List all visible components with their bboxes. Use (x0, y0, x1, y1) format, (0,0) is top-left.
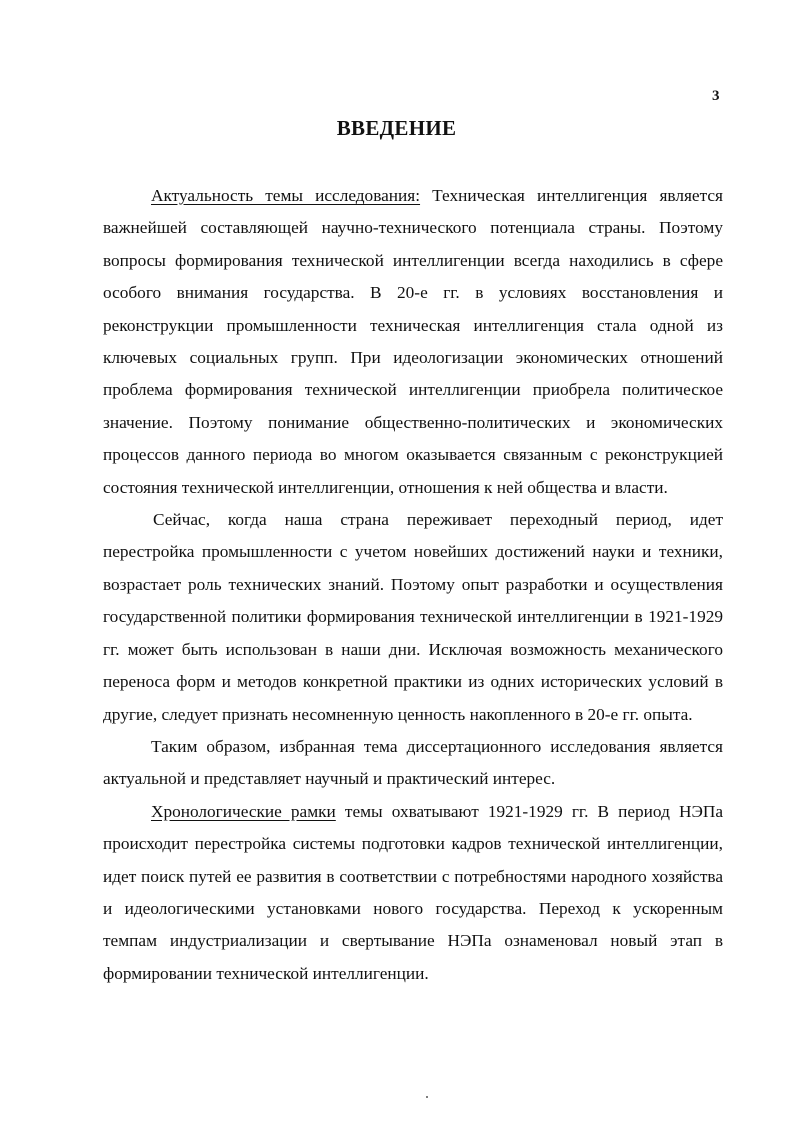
paragraph-chronology (103, 796, 723, 990)
page-number: 3 (712, 88, 720, 104)
paragraph-conclusion: Таким образом, избранная тема диссертационного исследования является актуальной и представляет научный и практический интерес. (103, 736, 723, 789)
scan-artifact-dot (426, 1096, 428, 1098)
document-body (103, 180, 723, 990)
paragraph-present-day: Сейчас, когда наша страна переживает переходный период, идет перестройка промышленности с учетом новейших достижений науки и техники, возрастает роль технических знаний. Поэтому опыт разработки и осуществления государственной политики формирования технической интеллигенции в 1921-1929 гг. может быть использован в наши дни. Исключая возможность механического переноса форм и методов конкретной практики из одних исторических условий в другие, следует признать несомненную ценность накопленного в 20-е гг. опыта. (103, 510, 723, 724)
page-title: ВВЕДЕНИЕ (336, 116, 457, 140)
relevance-heading: Актуальность темы исследования: (151, 186, 421, 205)
paragraph-relevance (103, 180, 723, 504)
chronology-text: темы охватывают 1921-1929 гг. В период НЭПа происходит перестройка системы подготовки кадров технической интеллигенции, идет поиск путей ее развития в соответствии с потребностями народного хозяйства и идеологическими установками нового государства. Переход к ускоренным темпам индустриализации и свертывание НЭПа ознаменовал новый этап в формировании технической интеллигенции. (103, 801, 724, 983)
relevance-text: Техническая интеллигенция является важнейшей составляющей научно-технического потенциала страны. Поэтому вопросы формирования технической интеллигенции всегда находились в сфере особого внимания государства. В 20-е гг. в условиях восстановления и реконструкции промышленности техническая интеллигенция стала одной из ключевых социальных групп. При идеологизации экономических отношений проблема формирования технической интеллигенции приобрела политическое значение. Поэтому понимание общественно-политических и экономических процессов данного периода во многом оказывается связанным с реконструкцией состояния технической интеллигенции, отношения к ней общества и власти. (103, 186, 723, 497)
chronology-heading: Хронологические рамки (151, 801, 336, 821)
